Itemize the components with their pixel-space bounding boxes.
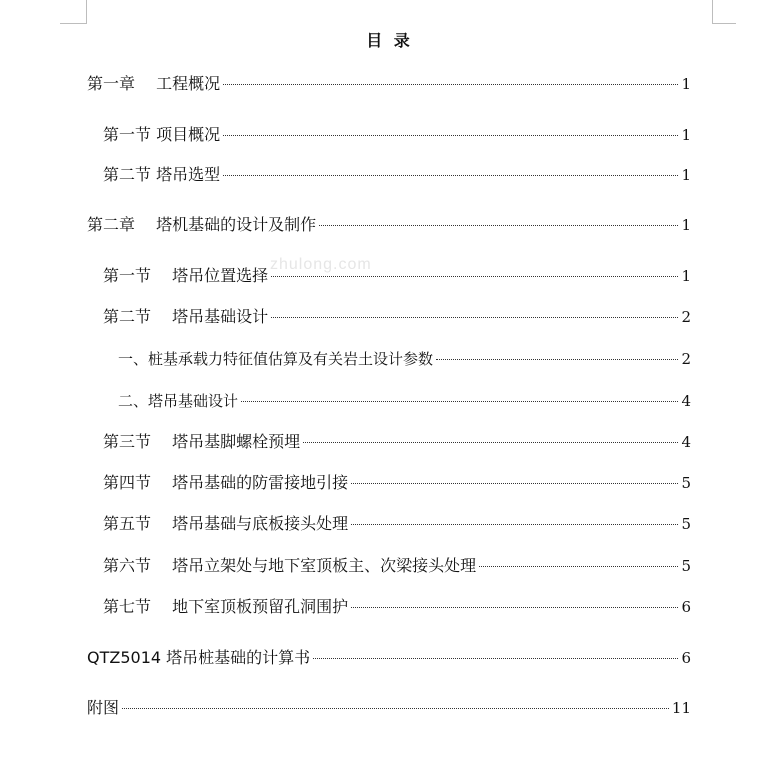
watermark: zhulong.com <box>270 256 372 273</box>
toc-leader-dots <box>351 524 678 525</box>
toc-leader-dots <box>479 566 678 567</box>
toc-entry-section[interactable] <box>103 265 691 287</box>
toc-entry-chapter-1[interactable] <box>87 73 691 95</box>
toc-entry-appendix[interactable] <box>87 697 691 719</box>
toc-page-number: 1 <box>681 166 691 184</box>
toc-page-number: 4 <box>681 392 691 410</box>
toc-entry-subsection[interactable] <box>118 390 691 412</box>
toc-entry-section[interactable] <box>103 306 691 328</box>
toc-page-number: 6 <box>681 649 691 667</box>
toc-entry-text: 第三节 塔吊基脚螺栓预埋 <box>103 432 301 451</box>
toc-entry-section[interactable] <box>103 555 691 577</box>
toc-page-number: 5 <box>681 474 691 492</box>
toc-leader-dots <box>351 483 678 484</box>
toc-entry-text: 第五节 塔吊基础与底板接头处理 <box>103 514 349 533</box>
toc-entry-text: 第一节 塔吊位置选择 <box>103 266 269 285</box>
toc-entry-text: 第一章 工程概况 <box>87 74 221 93</box>
crop-mark-top-right-horizontal <box>712 23 736 24</box>
toc-entry-calculation-book[interactable] <box>87 647 691 669</box>
toc-entry-section[interactable] <box>103 472 691 494</box>
toc-leader-dots <box>303 442 678 443</box>
toc-page-number: 5 <box>681 515 691 533</box>
toc-title: 目 录 <box>366 31 413 50</box>
toc-leader-dots <box>241 401 678 402</box>
toc-leader-dots <box>122 708 669 709</box>
toc-page-number: 1 <box>681 126 691 144</box>
toc-entry-section[interactable] <box>103 431 691 453</box>
toc-page-number: 4 <box>681 433 691 451</box>
toc-entry-section[interactable] <box>103 124 691 146</box>
toc-leader-dots <box>351 607 678 608</box>
toc-leader-dots <box>319 225 678 226</box>
toc-entry-text: 一、桩基承载力特征值估算及有关岩土设计参数 <box>118 350 434 368</box>
toc-entry-section[interactable] <box>103 596 691 618</box>
toc-leader-dots <box>271 276 678 277</box>
toc-entry-section[interactable] <box>103 164 691 186</box>
crop-mark-top-left-horizontal <box>60 23 86 24</box>
toc-leader-dots <box>271 317 678 318</box>
toc-entry-text: 第二节 塔吊基础设计 <box>103 307 269 326</box>
toc-entry-text: 第一节 项目概况 <box>103 125 221 144</box>
toc-page-number: 1 <box>681 267 691 285</box>
toc-page-number: 2 <box>681 350 691 368</box>
toc-leader-dots <box>223 84 678 85</box>
toc-leader-dots <box>313 658 678 659</box>
toc-page-number: 11 <box>671 699 691 717</box>
toc-entry-text: 第六节 塔吊立架处与地下室顶板主、次梁接头处理 <box>103 556 477 575</box>
toc-entry-text: 第四节 塔吊基础的防雷接地引接 <box>103 473 349 492</box>
toc-page-number: 6 <box>681 598 691 616</box>
crop-mark-top-right-vertical <box>712 0 713 24</box>
crop-mark-top-left-vertical <box>86 0 87 24</box>
toc-entry-text: 附图 <box>87 698 120 717</box>
toc-page-number: 1 <box>681 75 691 93</box>
toc-entry-text: 第二节 塔吊选型 <box>103 165 221 184</box>
toc-page-number: 1 <box>681 216 691 234</box>
toc-entry-text: 第二章 塔机基础的设计及制作 <box>87 215 317 234</box>
toc-leader-dots <box>223 175 678 176</box>
toc-page-number: 2 <box>681 308 691 326</box>
toc-entry-text: QTZ5014 塔吊桩基础的计算书 <box>87 648 311 667</box>
toc-entry-chapter-2[interactable] <box>87 214 691 236</box>
toc-entry-section[interactable] <box>103 513 691 535</box>
toc-leader-dots <box>223 135 678 136</box>
toc-leader-dots <box>436 359 678 360</box>
toc-entry-subsection[interactable] <box>118 348 691 370</box>
toc-entry-text: 第七节 地下室顶板预留孔洞围护 <box>103 597 349 616</box>
toc-entry-text: 二、塔吊基础设计 <box>118 392 239 410</box>
toc-page-number: 5 <box>681 557 691 575</box>
